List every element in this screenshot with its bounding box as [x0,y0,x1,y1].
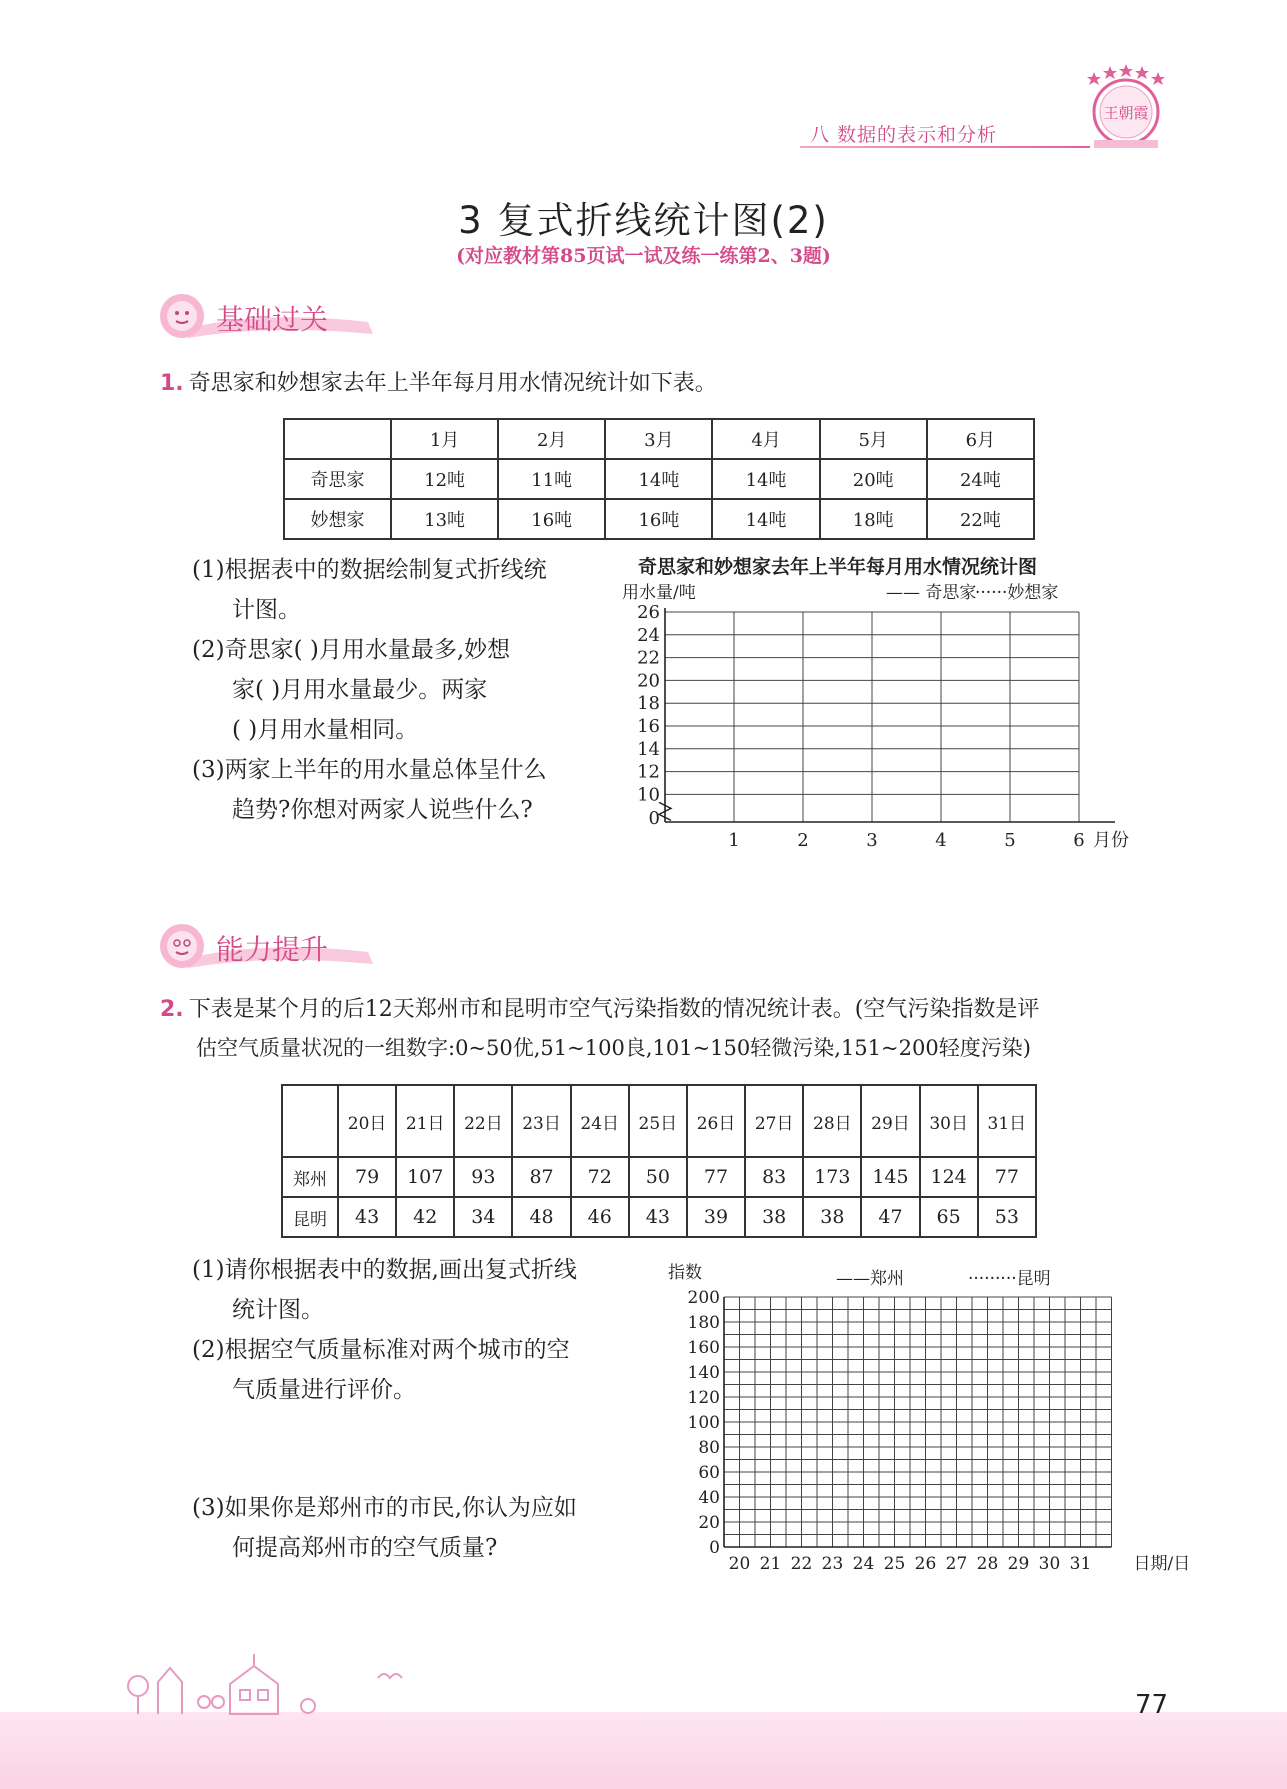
q1-part3-line2: 趋势?你想对两家人说些什么? [232,797,533,823]
x-tick-label: 29 [1007,1554,1030,1574]
table-cell: 48 [512,1197,570,1237]
y-tick-label: 14 [637,738,660,760]
y-tick-label: 0 [648,808,660,829]
air-pollution-table [281,1084,1037,1238]
q2-part3-line1: (3)如果你是郑州市的市民,你认为应如 [192,1495,577,1521]
q2-part1-line1: (1)请你根据表中的数据,画出复式折线 [192,1257,577,1283]
y-tick-label: 10 [637,784,660,806]
table-row [284,459,1034,499]
table-cell: 13吨 [391,499,498,539]
y-tick-label: 120 [687,1388,720,1408]
y-tick-label: 18 [637,693,660,715]
x-tick-label: 1 [728,830,740,851]
table-cell: 22吨 [927,499,1034,539]
chart2-ylabel: 指数 [668,1263,702,1283]
table-cell: 43 [338,1197,396,1237]
table-cell: 14吨 [712,459,819,499]
header-rule [800,146,1090,148]
y-tick-label: 12 [637,761,660,783]
lesson-subtitle: (对应教材第85页试一试及练一练第2、3题) [456,245,831,267]
x-tick-label: 30 [1038,1554,1061,1574]
chapter-header: 八 数据的表示和分析 [810,124,998,146]
table-header-row [282,1085,1036,1157]
row-label: 奇思家 [284,459,391,499]
x-tick-label: 22 [790,1554,813,1574]
logo-text: 王朝霞 [1103,104,1149,122]
table-cell: 34 [454,1197,512,1237]
chart2-legend-kunming: ·········昆明 [968,1269,1051,1289]
y-tick-label: 0 [709,1538,720,1558]
day-header: 22日 [454,1085,512,1157]
table-cell: 16吨 [605,499,712,539]
x-tick-label: 31 [1069,1554,1092,1574]
q1-part3-line1: (3)两家上半年的用水量总体呈什么 [192,757,547,783]
table-cell: 14吨 [712,499,819,539]
row-label: 妙想家 [284,499,391,539]
x-tick-label: 26 [914,1554,937,1574]
table-corner [282,1085,338,1157]
table-cell: 124 [920,1157,978,1197]
y-tick-label: 180 [687,1313,720,1333]
q1-part2-line1: (2)奇思家( )月用水量最多,妙想 [192,637,511,663]
table-cell: 11吨 [498,459,605,499]
row-label: 昆明 [282,1197,338,1237]
chart1-ylabel: 用水量/吨 [622,583,696,603]
day-header: 27日 [745,1085,803,1157]
x-tick-label: 23 [821,1554,844,1574]
section-title-basic: 基础过关 [216,303,329,336]
x-tick-label: 2 [797,830,809,851]
q1-part1-line1: (1)根据表中的数据绘制复式折线统 [192,557,547,583]
table-cell: 39 [687,1197,745,1237]
x-tick-label: 28 [976,1554,999,1574]
table-cell: 65 [920,1197,978,1237]
month-header: 2月 [498,419,605,459]
day-header: 30日 [920,1085,978,1157]
day-header: 23日 [512,1085,570,1157]
x-tick-label: 20 [728,1554,751,1574]
x-tick-label: 24 [852,1554,875,1574]
x-tick-label: 4 [935,830,947,851]
day-header: 29日 [861,1085,919,1157]
table-cell: 173 [803,1157,861,1197]
chart2-grid [640,1285,1191,1575]
day-header: 24日 [571,1085,629,1157]
table-cell: 20吨 [820,459,927,499]
section-title-advanced: 能力提升 [216,933,329,966]
day-header: 26日 [687,1085,745,1157]
footer-doodle [118,1648,418,1718]
table-cell: 38 [745,1197,803,1237]
day-header: 20日 [338,1085,396,1157]
publisher-logo [1072,62,1176,150]
table-cell: 107 [396,1157,454,1197]
q2-part1-line2: 统计图。 [232,1297,324,1323]
chart1-grid [620,600,1140,860]
table-cell: 38 [803,1197,861,1237]
table-cell: 79 [338,1157,396,1197]
table-cell: 14吨 [605,459,712,499]
table-cell: 87 [512,1157,570,1197]
question-number: 1. [160,371,184,396]
y-tick-label: 100 [687,1413,720,1433]
day-header: 21日 [396,1085,454,1157]
q1-part2-line2: 家( )月用水量最少。两家 [232,677,488,703]
q2-part2-line1: (2)根据空气质量标准对两个城市的空 [192,1337,570,1363]
table-row [282,1197,1036,1237]
month-header: 1月 [391,419,498,459]
table-cell: 16吨 [498,499,605,539]
table-cell: 145 [861,1157,919,1197]
y-tick-label: 20 [637,670,660,692]
table-row [284,499,1034,539]
lesson-title: 3 复式折线统计图(2) [458,199,829,242]
table-cell: 77 [978,1157,1036,1197]
question-text-line1: 下表是某个月的后12天郑州市和昆明市空气污染指数的情况统计表。(空气污染指数是评 [188,997,1040,1022]
y-tick-label: 20 [698,1513,720,1533]
water-usage-table [283,418,1035,540]
table-cell: 43 [629,1197,687,1237]
table-cell: 53 [978,1197,1036,1237]
y-tick-label: 24 [637,624,660,646]
table-cell: 12吨 [391,459,498,499]
x-tick-label: 3 [866,830,878,851]
table-cell: 72 [571,1157,629,1197]
page-number: 77 [1135,1690,1169,1720]
table-row [282,1157,1036,1197]
x-axis-title: 日期/日 [1133,1554,1191,1574]
q2-subquestions-b [192,1488,577,1568]
table-cell: 18吨 [820,499,927,539]
x-tick-label: 27 [945,1554,968,1574]
table-header-row [284,419,1034,459]
q1-part2-line3: ( )月用水量相同。 [232,717,419,743]
month-header: 5月 [820,419,927,459]
table-corner [284,419,391,459]
x-tick-label: 6 [1073,830,1085,851]
row-label: 郑州 [282,1157,338,1197]
y-tick-label: 40 [698,1488,720,1508]
y-tick-label: 80 [698,1438,720,1458]
chart1-title: 奇思家和妙想家去年上半年每月用水情况统计图 [638,556,1038,578]
table-cell: 50 [629,1157,687,1197]
q1-part1-line2: 计图。 [232,597,301,623]
month-header: 6月 [927,419,1034,459]
table-cell: 46 [571,1197,629,1237]
x-axis-title: 月份 [1093,830,1129,851]
q2-part2-line2: 气质量进行评价。 [232,1377,416,1403]
question-number: 2. [160,997,184,1022]
axis-break [659,802,671,820]
q2-part3-line2: 何提高郑州市的空气质量? [232,1535,498,1561]
table-cell: 47 [861,1197,919,1237]
y-tick-label: 200 [687,1288,720,1308]
footer-band [0,1712,1287,1789]
month-header: 3月 [605,419,712,459]
x-tick-label: 21 [759,1554,782,1574]
table-cell: 77 [687,1157,745,1197]
day-header: 25日 [629,1085,687,1157]
x-tick-label: 25 [883,1554,906,1574]
y-tick-label: 160 [687,1338,720,1358]
y-tick-label: 60 [698,1463,720,1483]
chart1-legend-qisi: —— 奇思家 [886,583,977,603]
month-header: 4月 [712,419,819,459]
q1-subquestions [192,550,547,830]
table-cell: 93 [454,1157,512,1197]
x-tick-label: 5 [1004,830,1016,851]
chart1-legend-miaoxiang: ······妙想家 [975,583,1059,603]
day-header: 28日 [803,1085,861,1157]
y-tick-label: 16 [637,716,660,737]
table-cell: 83 [745,1157,803,1197]
q2-subquestions-a [192,1250,577,1410]
y-tick-label: 22 [637,647,660,669]
y-tick-label: 140 [687,1363,720,1383]
day-header: 31日 [978,1085,1036,1157]
question-text-line2: 估空气质量状况的一组数字:0~50优,51~100良,101~150轻微污染,151~200轻度污染) [196,1036,1031,1060]
table-cell: 24吨 [927,459,1034,499]
y-tick-label: 26 [637,602,660,623]
chart2-legend-zhengzhou: ——郑州 [836,1269,904,1289]
question-text: 奇思家和妙想家去年上半年每月用水情况统计如下表。 [188,371,717,396]
table-cell: 42 [396,1197,454,1237]
